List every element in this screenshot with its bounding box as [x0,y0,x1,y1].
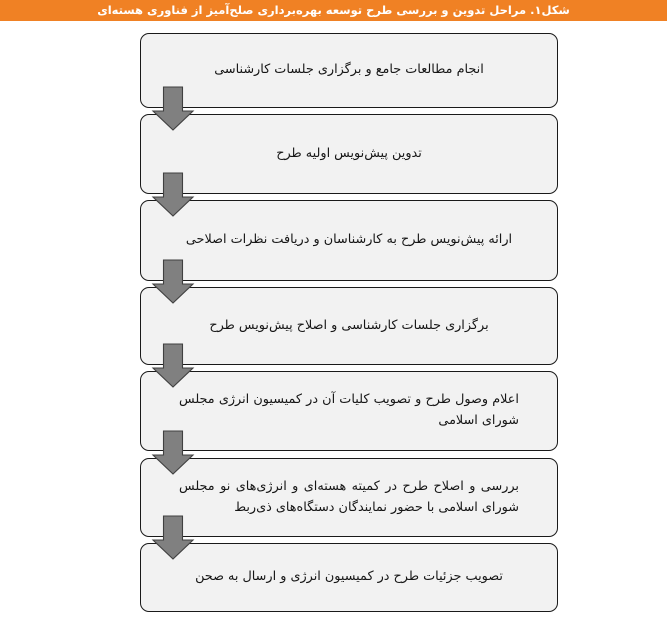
flow-step-label-3: ارائه پیش‌نویس طرح به کارشناسان و دریافت نظرات اصلاحی [185,232,513,248]
flow-step-label-1: انجام مطالعات جامع و برگزاری جلسات کارشناسی [214,62,484,78]
flow-step-label-2: تدوین پیش‌نویس اولیه طرح [276,145,422,161]
flow-step-label-5: اعلام وصول طرح و تصویب کلیات آن در کمیسیون انرژی مجلس شورای اسلامی [179,392,519,428]
flow-step-7 [140,543,558,612]
flow-step-3 [140,200,558,281]
flow-step-label-7: تصویب جزئیات طرح در کمیسیون انرژی و ارسال به صحن [195,569,503,585]
flow-step-5 [140,371,558,451]
flow-step-label-6: بررسی و اصلاح طرح در کمیته هسته‌ای و انرژی‌های نو مجلس شورای اسلامی با حضور نمایندگان دستگاه‌های ذی‌ربط [179,478,519,515]
figure-title-banner [0,0,667,21]
flow-step-1 [140,33,558,108]
flow-step-2 [140,114,558,194]
flow-step-6 [140,458,558,537]
flow-step-4 [140,287,558,365]
flow-step-label-4: برگزاری جلسات کارشناسی و اصلاح پیش‌نویس طرح [209,317,489,333]
figure-title: شکل‌۱. مراحل تدوین و بررسی طرح توسعه بهره‌برداری صلح‌آمیز از فناوری هسته‌ای [97,3,570,17]
flowchart-body [0,21,667,626]
